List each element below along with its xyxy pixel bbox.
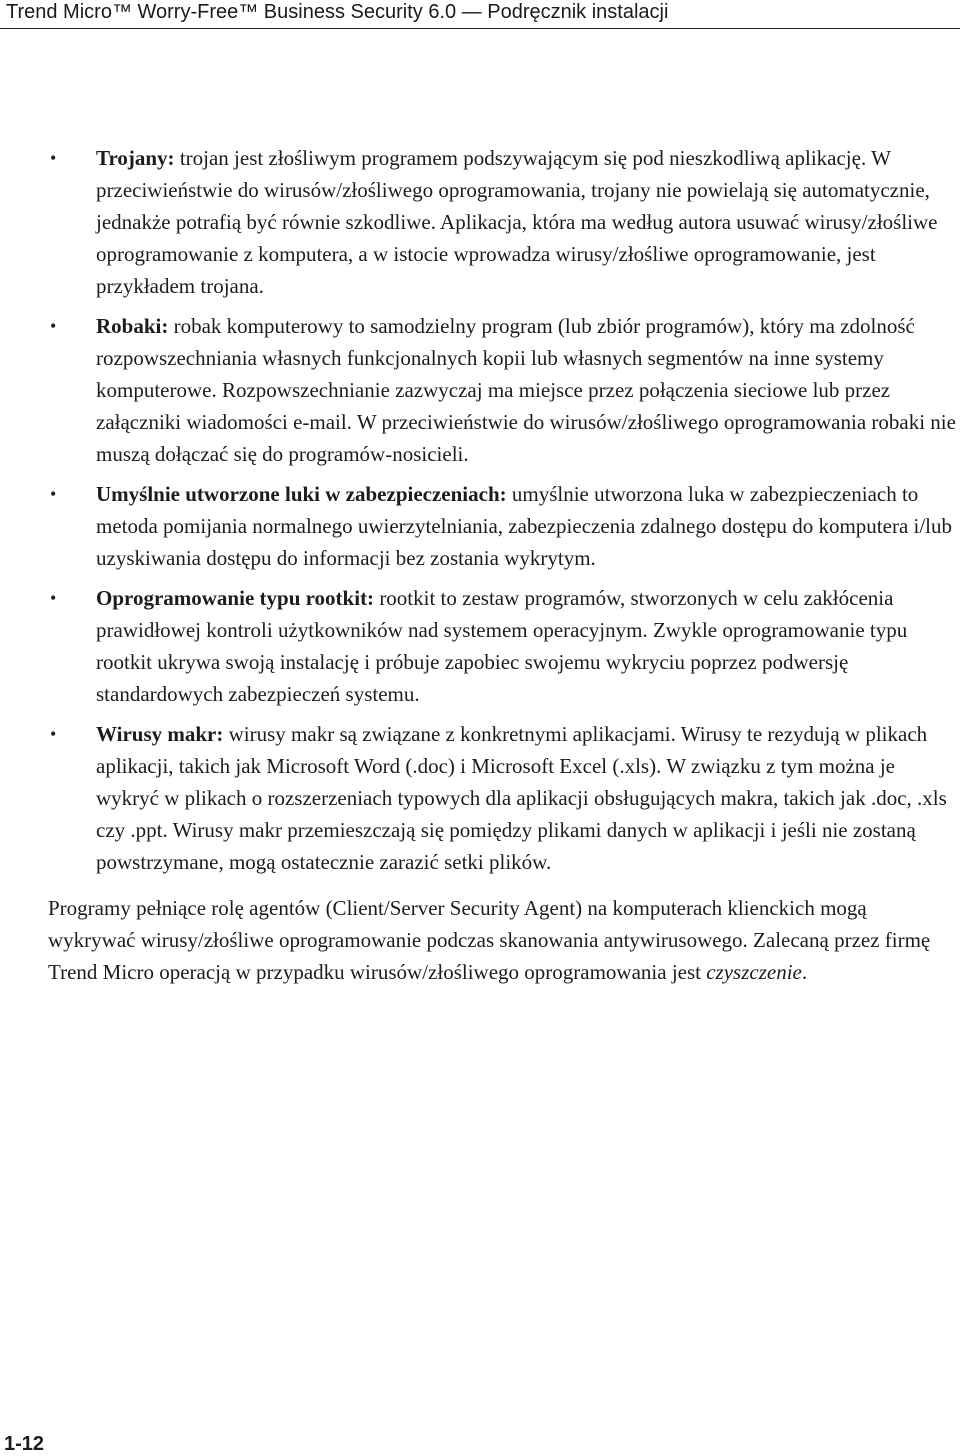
page-number: 1-12	[4, 1433, 45, 1455]
term-backdoors: Umyślnie utworzone luki w zabezpieczeniach:	[96, 482, 507, 506]
bullet-icon: •	[50, 148, 57, 168]
list-item-worms	[48, 310, 956, 470]
header-divider	[0, 28, 960, 29]
definition-backdoors: umyślnie utworzona luka w zabezpieczeniach to metoda pomijania normalnego uwierzytelniania, zabezpieczenia zdalnego dostępu do komputera i/lub uzyskiwania dostępu do informacji bez zostania wykrytym.	[96, 482, 953, 570]
term-macro-viruses: Wirusy makr:	[96, 722, 224, 746]
bullet-icon: •	[50, 484, 57, 504]
bullet-icon: •	[50, 724, 57, 744]
definition-worms: robak komputerowy to samodzielny program (lub zbiór programów), który ma zdolność rozpowszechniania własnych funkcjonalnych kopii lub własnych segmentów na inne systemy komputerowe. Rozpowszechnianie zazwyczaj ma miejsce przez połączenia sieciowe lub przez załączniki wiadomości e-mail. W przeciwieństwie do wirusów/złośliwego oprogramowania robaki nie muszą dołączać się do programów-nosicieli.	[96, 314, 956, 466]
closing-text: Programy pełniące rolę agentów (Client/Server Security Agent) na komputerach klienckich mogą wykrywać wirusy/złośliwe oprogramowanie podczas skanowania antywirusowego. Zalecaną przez firmę Trend Micro operacją w przypadku wirusów/złośliwego oprogramowania jest	[48, 896, 931, 984]
threat-list	[48, 142, 956, 878]
term-worms: Robaki:	[96, 314, 169, 338]
definition-trojans: trojan jest złośliwym programem podszywającym się pod nieszkodliwą aplikację. W przeciwieństwie do wirusów/złośliwego oprogramowania, trojany nie powielają się automatycznie, jednakże potrafią być równie szkodliwe. Aplikacja, która ma według autora usuwać wirusy/złośliwe oprogramowanie z komputera, a w istocie wprowadza wirusy/złośliwe oprogramowanie, jest przykładem trojana.	[96, 146, 938, 298]
closing-end: .	[801, 960, 808, 984]
closing-paragraph	[48, 892, 956, 988]
term-rootkits: Oprogramowanie typu rootkit:	[96, 586, 375, 610]
list-item-macro-viruses	[48, 718, 956, 878]
list-item-rootkits	[48, 582, 956, 710]
running-header: Trend Micro™ Worry-Free™ Business Security 6.0 — Podręcznik instalacji	[6, 1, 669, 23]
list-item-trojans	[48, 142, 956, 302]
term-trojans: Trojany:	[96, 146, 175, 170]
bullet-icon: •	[50, 588, 57, 608]
page-body	[48, 142, 956, 988]
bullet-icon: •	[50, 316, 57, 336]
closing-emphasis: czyszczenie	[706, 960, 802, 984]
list-item-backdoors	[48, 478, 956, 574]
definition-macro-viruses: wirusy makr są związane z konkretnymi aplikacjami. Wirusy te rezydują w plikach aplikacji, takich jak Microsoft Word (.doc) i Microsoft Excel (.xls). W związku z tym można je wykryć w plikach o rozszerzeniach typowych dla aplikacji obsługujących makra, takich jak .doc, .xls czy .ppt. Wirusy makr przemieszczają się pomiędzy plikami danych w aplikacji i jeśli nie zostaną powstrzymane, mogą ostatecznie zarazić setki plików.	[96, 722, 947, 874]
definition-rootkits: rootkit to zestaw programów, stworzonych w celu zakłócenia prawidłowej kontroli użytkowników nad systemem operacyjnym. Zwykle oprogramowanie typu rootkit ukrywa swoją instalację i próbuje zapobiec swojemu wykryciu poprzez podwersję standardowych zabezpieczeń systemu.	[96, 586, 908, 706]
